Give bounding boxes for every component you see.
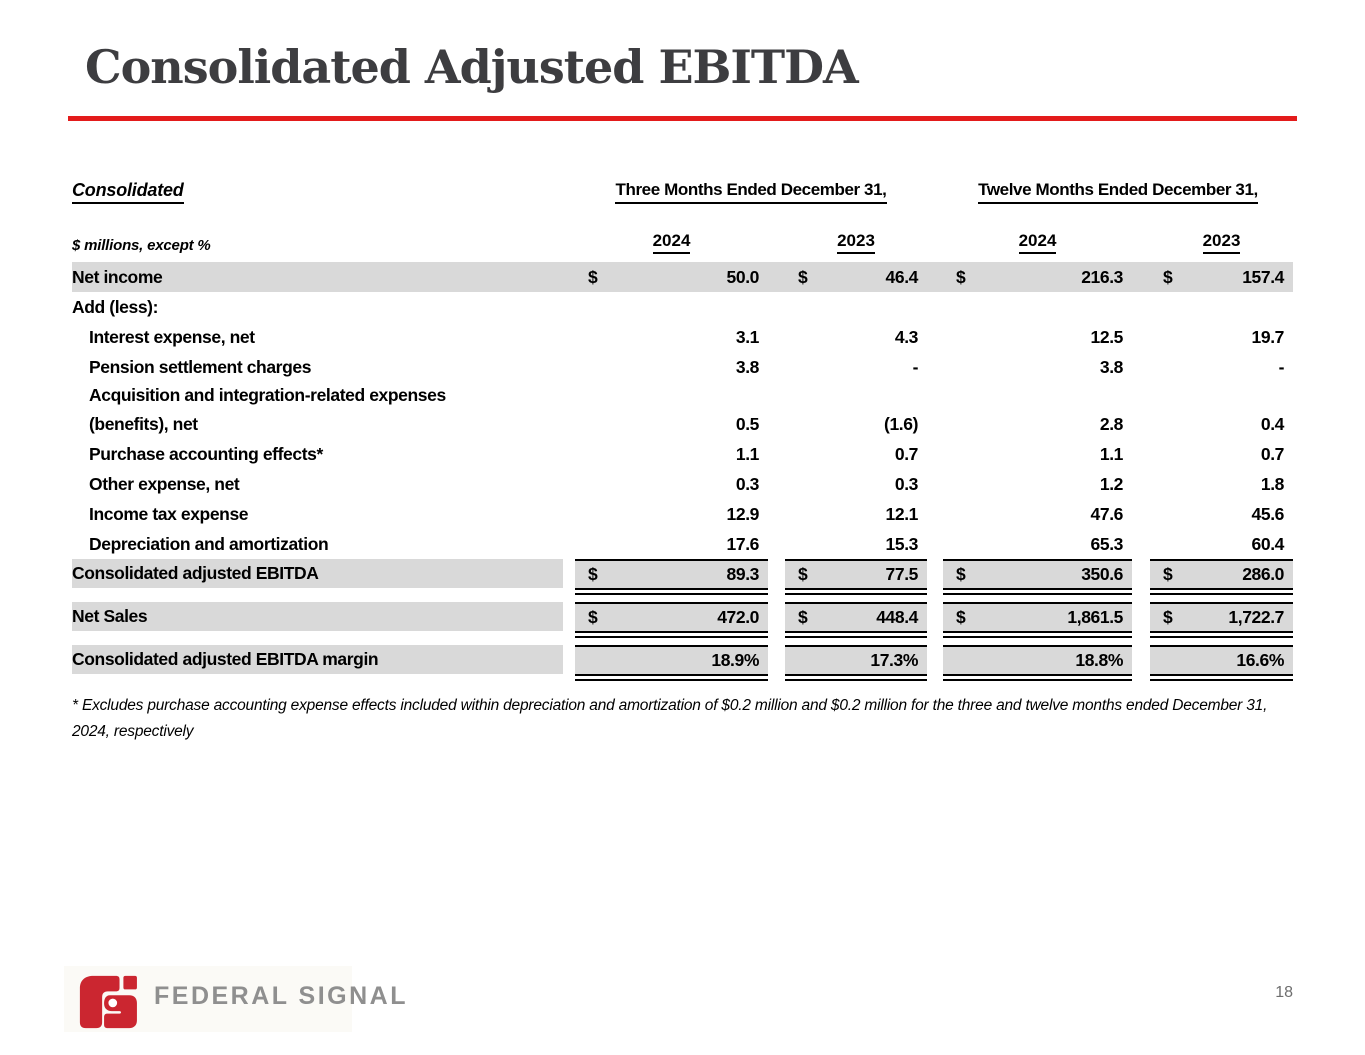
cell-value: 17.3% [870, 650, 918, 670]
value-cell [575, 262, 768, 292]
cell-value: 50.0 [726, 266, 759, 287]
section-label: Consolidated [72, 180, 184, 204]
value-cell [943, 409, 1132, 439]
value-cell [785, 469, 927, 499]
cell-value: 3.1 [735, 326, 759, 347]
cell-value: 1.8 [1260, 473, 1284, 494]
table-row [72, 322, 1293, 352]
value-cell [943, 645, 1132, 674]
dollar-sign: $ [588, 607, 598, 627]
cell-value: 157.4 [1242, 266, 1284, 287]
cell-value: 0.4 [1260, 413, 1284, 434]
row-label: Acquisition and integration-related expenses [89, 385, 446, 405]
value-cell [785, 382, 927, 409]
cell-value: 77.5 [885, 564, 918, 584]
dollar-sign: $ [956, 607, 966, 627]
table-header-groups [72, 180, 1293, 216]
value-cell [785, 529, 927, 559]
cell-value: 1,722.7 [1228, 607, 1284, 627]
value-cell [1150, 292, 1293, 322]
cell-value: 19.7 [1251, 326, 1284, 347]
dollar-sign: $ [798, 564, 808, 584]
cell-value: 18.9% [711, 650, 759, 670]
dollar-sign: $ [1163, 564, 1173, 584]
value-cell [575, 645, 768, 674]
double-underline [943, 674, 1132, 681]
cell-value: 65.3 [1090, 533, 1123, 554]
table-body [72, 262, 1293, 682]
value-cell [943, 469, 1132, 499]
table-row [72, 529, 1293, 559]
cell-value: 2.8 [1099, 413, 1123, 434]
cell-value: 350.6 [1081, 564, 1123, 584]
cell-value: 3.8 [735, 356, 759, 377]
table-row [72, 439, 1293, 469]
dollar-sign: $ [956, 266, 966, 287]
dollar-sign: $ [588, 266, 598, 287]
cell-value: 0.3 [894, 473, 918, 494]
row-label: (benefits), net [89, 413, 198, 434]
table-row [72, 292, 1293, 322]
logo-wordmark: FEDERAL SIGNAL [154, 981, 408, 1010]
value-cell [785, 645, 927, 674]
value-cell [943, 262, 1132, 292]
financial-table [72, 180, 1293, 687]
cell-value: - [912, 356, 918, 377]
year-header-2: 2023 [785, 231, 927, 254]
value-cell [1150, 409, 1293, 439]
row-label: Consolidated adjusted EBITDA margin [72, 645, 563, 674]
value-cell [575, 409, 768, 439]
value-cell [575, 292, 768, 322]
cell-value: 1,861.5 [1067, 607, 1123, 627]
double-underline [785, 674, 927, 681]
cell-value: 12.9 [726, 503, 759, 524]
cell-value: 12.5 [1090, 326, 1123, 347]
value-cell [943, 559, 1132, 588]
value-cell [1150, 559, 1293, 588]
value-cell [943, 499, 1132, 529]
cell-value: 216.3 [1081, 266, 1123, 287]
cell-value: 45.6 [1251, 503, 1284, 524]
row-label: Pension settlement charges [89, 356, 312, 377]
dollar-sign: $ [798, 266, 808, 287]
row-label: Net income [72, 266, 163, 287]
year-header-1: 2024 [575, 231, 768, 254]
row-label: Add (less): [72, 296, 159, 317]
double-underline-row [72, 674, 1293, 682]
value-cell [1150, 645, 1293, 674]
value-cell [575, 559, 768, 588]
cell-value: 1.1 [735, 443, 759, 464]
table-row [72, 602, 1293, 631]
federal-signal-logo [72, 972, 408, 1030]
table-row [72, 262, 1293, 292]
value-cell [943, 322, 1132, 352]
value-cell [1150, 469, 1293, 499]
row-label: Depreciation and amortization [89, 533, 329, 554]
cell-value: 12.1 [885, 503, 918, 524]
double-underline [575, 674, 768, 681]
cell-value: 18.8% [1075, 650, 1123, 670]
table-row [72, 409, 1293, 439]
row-label: Purchase accounting effects* [89, 443, 323, 464]
cell-value: 0.7 [894, 443, 918, 464]
footnote: * Excludes purchase accounting expense effects included within depreciation and amortization of $0.2 million and $0.2 million for the three and twelve months ended December 31, 2024, respectively [72, 697, 1268, 740]
page-title: Consolidated Adjusted EBITDA [85, 40, 858, 94]
dollar-sign: $ [956, 564, 966, 584]
value-cell [1150, 322, 1293, 352]
value-cell [785, 322, 927, 352]
value-cell [1150, 439, 1293, 469]
cell-value: 17.6 [726, 533, 759, 554]
cell-value: 1.2 [1099, 473, 1123, 494]
cell-value: 47.6 [1090, 503, 1123, 524]
row-label: Consolidated adjusted EBITDA [72, 559, 563, 588]
title-divider-rule [68, 116, 1297, 121]
row-label: Interest expense, net [89, 326, 255, 347]
value-cell [785, 602, 927, 631]
value-cell [785, 439, 927, 469]
double-underline [1150, 588, 1293, 595]
double-underline [1150, 674, 1293, 681]
cell-value: 46.4 [885, 266, 918, 287]
cell-value: 472.0 [717, 607, 759, 627]
double-underline [575, 588, 768, 595]
row-label: Other expense, net [89, 473, 240, 494]
double-underline-row [72, 631, 1293, 639]
value-cell [575, 602, 768, 631]
dollar-sign: $ [1163, 607, 1173, 627]
value-cell [943, 602, 1132, 631]
value-cell [1150, 499, 1293, 529]
cell-value: 0.7 [1260, 443, 1284, 464]
cell-value: 3.8 [1099, 356, 1123, 377]
table-row [72, 645, 1293, 674]
table-row [72, 559, 1293, 588]
value-cell [785, 409, 927, 439]
cell-value: 0.3 [735, 473, 759, 494]
dollar-sign: $ [588, 564, 598, 584]
value-cell [1150, 352, 1293, 382]
double-underline [575, 631, 768, 638]
value-cell [575, 352, 768, 382]
value-cell [1150, 602, 1293, 631]
value-cell [1150, 529, 1293, 559]
table-header-years [72, 216, 1293, 262]
cell-value: - [1278, 356, 1284, 377]
federal-signal-logo-icon [72, 972, 140, 1030]
value-cell [943, 292, 1132, 322]
column-group-three-months: Three Months Ended December 31, [575, 180, 927, 204]
cell-value: 15.3 [885, 533, 918, 554]
cell-value: 1.1 [1099, 443, 1123, 464]
cell-value: 4.3 [894, 326, 918, 347]
table-row [72, 469, 1293, 499]
double-underline-row [72, 588, 1293, 596]
value-cell [575, 469, 768, 499]
year-header-3: 2024 [943, 231, 1132, 254]
value-cell [785, 559, 927, 588]
value-cell [575, 322, 768, 352]
row-label: Income tax expense [89, 503, 249, 524]
table-row [72, 382, 1293, 409]
cell-value: 0.5 [735, 413, 759, 434]
value-cell [575, 382, 768, 409]
value-cell [943, 382, 1132, 409]
value-cell [785, 352, 927, 382]
double-underline [943, 588, 1132, 595]
cell-value: 60.4 [1251, 533, 1284, 554]
year-header-4: 2023 [1150, 231, 1293, 254]
double-underline [943, 631, 1132, 638]
units-label: $ millions, except % [72, 237, 211, 254]
value-cell [943, 352, 1132, 382]
double-underline [785, 631, 927, 638]
table-row [72, 499, 1293, 529]
cell-value: (1.6) [884, 413, 918, 434]
value-cell [943, 439, 1132, 469]
column-group-twelve-months: Twelve Months Ended December 31, [943, 180, 1293, 204]
cell-value: 89.3 [726, 564, 759, 584]
double-underline [785, 588, 927, 595]
dollar-sign: $ [1163, 266, 1173, 287]
value-cell [1150, 262, 1293, 292]
table-row [72, 352, 1293, 382]
row-label: Net Sales [72, 602, 563, 631]
value-cell [943, 529, 1132, 559]
value-cell [575, 439, 768, 469]
value-cell [785, 292, 927, 322]
value-cell [575, 499, 768, 529]
cell-value: 448.4 [876, 607, 918, 627]
value-cell [1150, 382, 1293, 409]
value-cell [785, 262, 927, 292]
cell-value: 16.6% [1236, 650, 1284, 670]
double-underline [1150, 631, 1293, 638]
dollar-sign: $ [798, 607, 808, 627]
value-cell [785, 499, 927, 529]
value-cell [575, 529, 768, 559]
page-number: 18 [1275, 984, 1293, 1001]
cell-value: 286.0 [1242, 564, 1284, 584]
